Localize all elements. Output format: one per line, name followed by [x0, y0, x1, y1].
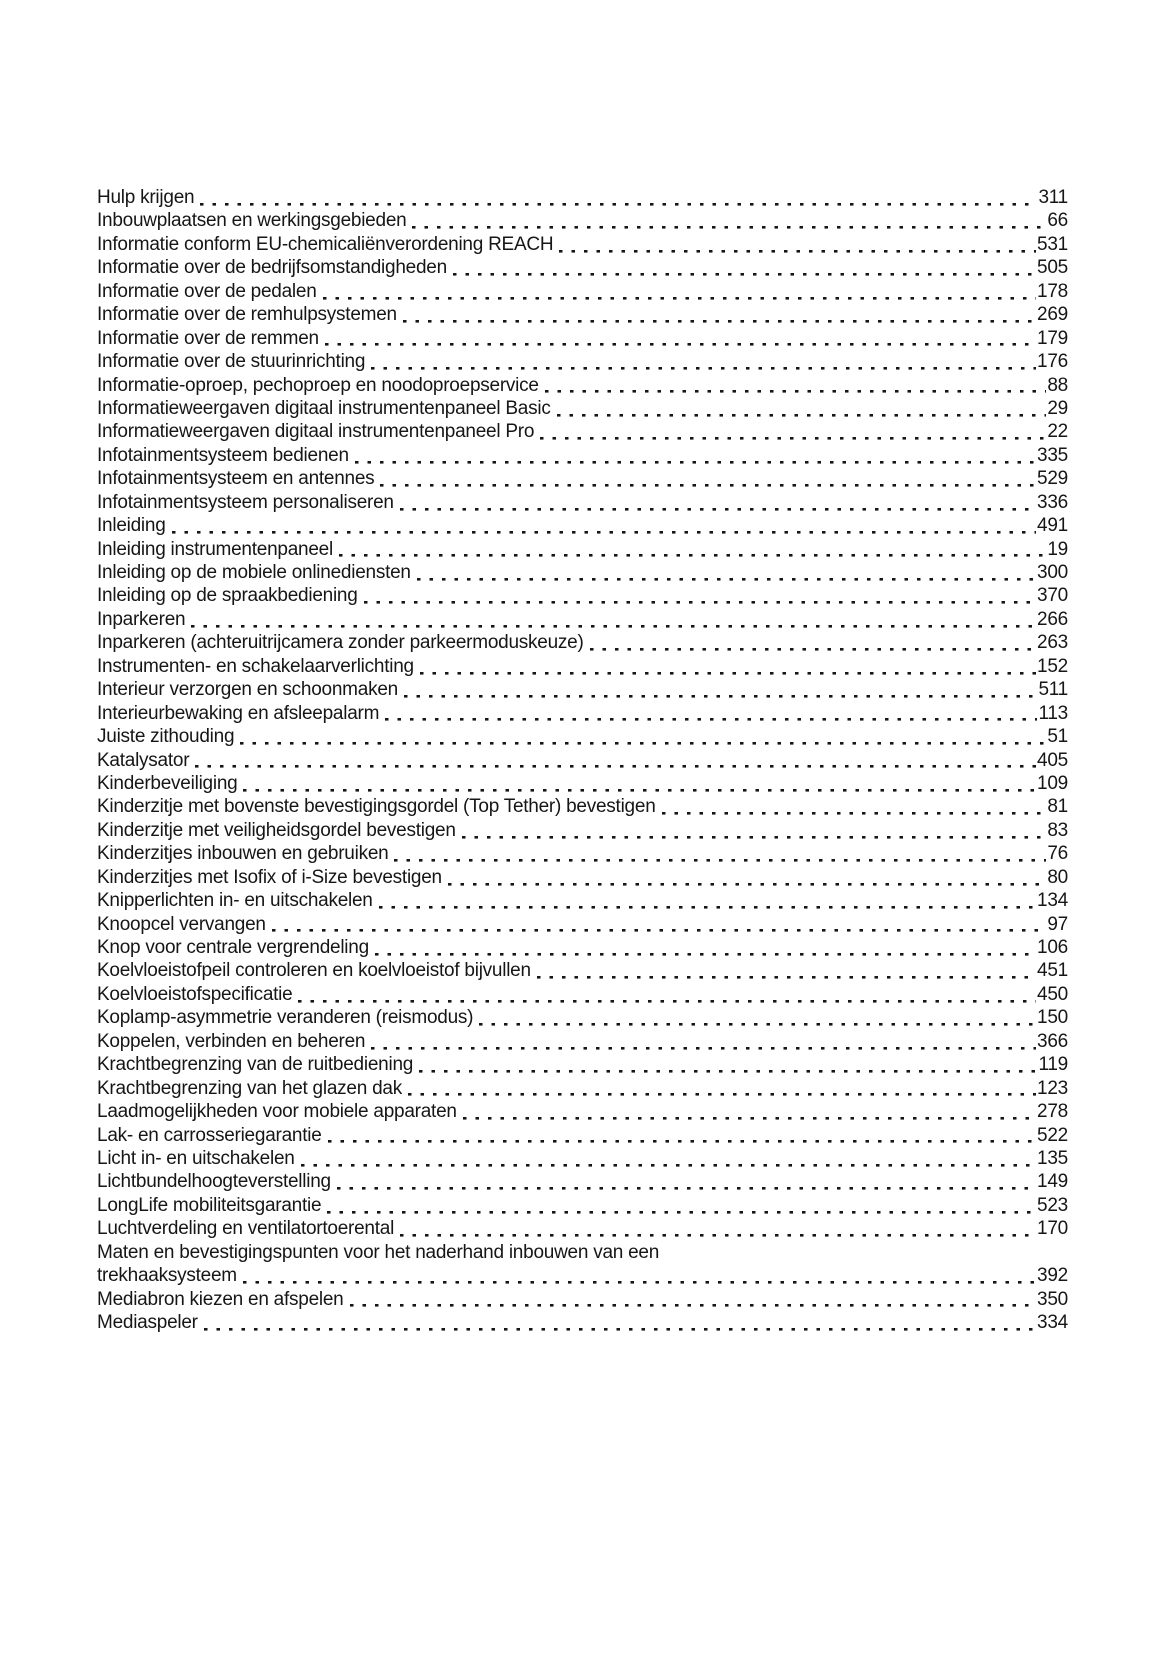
toc-dot-leader — [243, 772, 1036, 795]
toc-entry-label: Knop voor centrale vergrendeling — [97, 937, 369, 958]
toc-entry-label: Inbouwplaatsen en werkingsgebieden — [97, 210, 407, 232]
toc-dot-leader — [463, 1100, 1036, 1123]
toc-dot-leader — [375, 936, 1036, 959]
toc-entry[interactable] — [97, 280, 1068, 303]
toc-entry-page: 263 — [1037, 632, 1068, 654]
toc-entry-page: 81 — [1047, 796, 1068, 818]
toc-entry-page: 336 — [1037, 491, 1068, 513]
toc-entry-label: Interieurbewaking en afsleepalarm — [97, 702, 380, 724]
toc-entry[interactable] — [97, 983, 1068, 1006]
toc-entry-label: Infotainmentsysteem personaliseren — [97, 491, 394, 513]
toc-dot-leader — [364, 584, 1036, 607]
toc-entry[interactable] — [97, 256, 1068, 279]
toc-entry-page: 523 — [1037, 1194, 1068, 1216]
toc-dot-leader — [328, 1124, 1037, 1147]
toc-entry-page: 109 — [1037, 772, 1068, 794]
toc-entry-label: Laadmogelijkheden voor mobiele apparaten — [97, 1101, 457, 1123]
toc-entry-label: Inparkeren — [97, 608, 186, 630]
toc-entry-label: Informatie over de remmen — [97, 327, 319, 349]
toc-entry-label: Mediabron kiezen en afspelen — [97, 1288, 344, 1310]
toc-entry[interactable] — [97, 631, 1068, 654]
toc-entry-label: Informatieweergaven digitaal instrumentenpaneel Pro — [97, 421, 535, 443]
toc-entry-label: Informatie-oproep, pechoproep en noodoproepservice — [97, 374, 539, 396]
toc-entry-label: Inleiding op de spraakbediening — [97, 585, 358, 607]
toc-entry[interactable] — [97, 1264, 1068, 1287]
toc-entry[interactable] — [97, 1288, 1068, 1311]
toc-entry-page: 123 — [1037, 1077, 1068, 1099]
toc-entry-page: 88 — [1047, 374, 1068, 396]
toc-entry[interactable] — [97, 467, 1068, 490]
toc-entry-label: Mediaspeler — [97, 1312, 198, 1333]
toc-entry-page: 176 — [1037, 351, 1068, 373]
toc-dot-leader — [590, 631, 1036, 654]
toc-dot-leader — [325, 327, 1036, 350]
toc-entry-label: Kinderzitje met bovenste bevestigingsgordel (Top Tether) bevestigen — [97, 796, 656, 818]
toc-entry-label: Informatie over de bedrijfsomstandigheden — [97, 257, 447, 279]
toc-dot-leader — [272, 913, 1047, 936]
toc-entry-page: 531 — [1037, 233, 1068, 255]
toc-entry[interactable] — [97, 1053, 1068, 1076]
toc-entry-page: 29 — [1047, 397, 1068, 419]
toc-entry-page: 80 — [1047, 866, 1068, 888]
toc-entry-page: 366 — [1037, 1030, 1068, 1052]
toc-entry[interactable] — [97, 819, 1068, 842]
toc-entry-page: 113 — [1038, 702, 1068, 724]
toc-entry-label: LongLife mobiliteitsgarantie — [97, 1194, 322, 1216]
toc-dot-leader — [665, 1241, 1067, 1264]
toc-dot-leader — [394, 842, 1046, 865]
toc-dot-leader — [403, 303, 1036, 326]
toc-entry-label: Lichtbundelhoogteverstelling — [97, 1171, 331, 1193]
toc-entry[interactable] — [97, 795, 1068, 818]
toc-entry[interactable] — [97, 725, 1068, 748]
toc-entry-page: 451 — [1037, 960, 1068, 982]
toc-entry-label: Knoopcel vervangen — [97, 913, 266, 935]
toc-entry-label: Knipperlichten in- en uitschakelen — [97, 890, 373, 912]
toc-entry[interactable] — [97, 1194, 1068, 1217]
toc-entry-label: Krachtbegrenzing van het glazen dak — [97, 1077, 402, 1099]
toc-entry-label: Informatie over de stuurinrichting — [97, 351, 366, 373]
toc-entry[interactable] — [97, 584, 1068, 607]
toc-dot-leader — [559, 233, 1036, 256]
toc-dot-leader — [540, 420, 1046, 443]
toc-dot-leader — [448, 866, 1046, 889]
toc-entry-label: Kinderzitjes met Isofix of i-Size bevestigen — [97, 866, 442, 888]
toc-entry-page: 178 — [1037, 280, 1068, 302]
toc-entry-page: 311 — [1038, 187, 1068, 208]
toc-entry-page: 135 — [1037, 1147, 1068, 1169]
toc-dot-leader — [412, 209, 1046, 232]
toc-dot-leader — [400, 1217, 1036, 1240]
toc-entry-page: 392 — [1037, 1265, 1068, 1287]
toc-entry-page: 335 — [1037, 444, 1068, 466]
toc-entry-label: Instrumenten- en schakelaarverlichting — [97, 655, 414, 677]
toc-entry-page: 334 — [1037, 1312, 1068, 1333]
toc-entry-page: 134 — [1037, 890, 1068, 912]
toc-entry[interactable] — [97, 702, 1068, 725]
toc-entry[interactable] — [97, 959, 1068, 982]
toc-entry-page: 76 — [1047, 843, 1068, 865]
toc-entry-label: Kinderzitje met veiligheidsgordel bevestigen — [97, 819, 456, 841]
toc-dot-leader — [419, 1053, 1037, 1076]
toc-entry-label: Inleiding — [97, 515, 166, 537]
toc-dot-leader — [417, 561, 1036, 584]
toc-entry-label: trekhaaksysteem — [97, 1265, 237, 1287]
toc-entry-page: 300 — [1037, 562, 1068, 583]
toc-entry-page: 97 — [1047, 913, 1068, 935]
toc-entry-label: Informatieweergaven digitaal instrumentenpaneel Basic — [97, 397, 551, 419]
toc-entry[interactable] — [97, 1217, 1068, 1240]
toc-entry-label: Krachtbegrenzing van de ruitbediening — [97, 1054, 414, 1076]
toc-entry[interactable] — [97, 1311, 1068, 1334]
toc-entry-page: 370 — [1037, 585, 1068, 607]
toc-entry[interactable] — [97, 655, 1068, 678]
toc-dot-leader — [355, 444, 1036, 467]
toc-entry-page: 505 — [1037, 257, 1068, 279]
toc-entry[interactable] — [97, 1241, 1068, 1264]
toc-entry[interactable] — [97, 186, 1068, 209]
toc-dot-leader — [400, 491, 1036, 514]
toc-dot-leader — [453, 256, 1036, 279]
toc-entry[interactable] — [97, 1100, 1068, 1123]
toc-entry[interactable] — [97, 1124, 1068, 1147]
toc-entry[interactable] — [97, 842, 1068, 865]
toc-entry[interactable] — [97, 233, 1068, 256]
toc-entry-page: 66 — [1047, 210, 1068, 232]
toc-dot-leader — [662, 795, 1047, 818]
toc-entry[interactable] — [97, 444, 1068, 467]
toc-entry-label: Informatie conform EU-chemicaliënverordening REACH — [97, 233, 554, 255]
toc-entry-page: 51 — [1047, 726, 1068, 748]
toc-dot-leader — [371, 1030, 1036, 1053]
toc-dot-leader — [195, 749, 1036, 772]
toc-entry[interactable] — [97, 678, 1068, 701]
toc-entry[interactable] — [97, 608, 1068, 631]
toc-entry-label: Luchtverdeling en ventilatortoerental — [97, 1218, 395, 1240]
toc-entry[interactable] — [97, 1077, 1068, 1100]
toc-entry[interactable] — [97, 209, 1068, 232]
toc-entry-label: Licht in- en uitschakelen — [97, 1147, 295, 1169]
toc-dot-leader — [404, 678, 1037, 701]
toc-entry[interactable] — [97, 514, 1068, 537]
toc-dot-leader — [462, 819, 1047, 842]
toc-entry-label: Inparkeren (achteruitrijcamera zonder parkeermoduskeuze) — [97, 632, 584, 654]
toc-dot-leader — [172, 514, 1037, 537]
toc-entry-page: 119 — [1038, 1054, 1068, 1076]
toc-entry-page: 529 — [1037, 468, 1068, 490]
toc-dot-leader — [545, 374, 1047, 397]
toc-entry[interactable] — [97, 561, 1068, 584]
toc-dot-leader — [337, 1170, 1036, 1193]
toc-entry-label: Katalysator — [97, 749, 190, 771]
toc-entry-label: Informatie over de remhulpsystemen — [97, 304, 397, 326]
toc-entry[interactable] — [97, 749, 1068, 772]
toc-entry[interactable] — [97, 772, 1068, 795]
toc-dot-leader — [385, 702, 1037, 725]
toc-entry-page: 491 — [1037, 515, 1068, 537]
toc-entry-page: 149 — [1037, 1171, 1068, 1193]
toc-entry-label: Kinderbeveiliging — [97, 772, 238, 794]
toc-entry-label: Koplamp-asymmetrie veranderen (reismodus) — [97, 1007, 474, 1029]
toc-entry-label: Infotainmentsysteem en antennes — [97, 468, 375, 490]
toc-entry-label: Inleiding instrumentenpaneel — [97, 538, 333, 560]
toc-entry[interactable] — [97, 303, 1068, 326]
toc-dot-leader — [371, 350, 1036, 373]
toc-entry[interactable] — [97, 397, 1068, 420]
toc-entry-page: 511 — [1038, 679, 1068, 701]
toc-entry-label: Lak- en carrosseriegarantie — [97, 1124, 322, 1146]
toc-entry[interactable] — [97, 1030, 1068, 1053]
toc-entry[interactable] — [97, 420, 1068, 443]
toc-dot-leader — [350, 1288, 1037, 1311]
toc-dot-leader — [408, 1077, 1036, 1100]
toc-entry[interactable] — [97, 491, 1068, 514]
toc-entry-label: Juiste zithouding — [97, 726, 235, 748]
toc-entry-page: 269 — [1037, 304, 1068, 326]
toc-entry-page: 152 — [1037, 655, 1068, 677]
toc-dot-leader — [200, 186, 1037, 209]
toc-dot-leader — [243, 1264, 1036, 1287]
toc-dot-leader — [191, 608, 1036, 631]
toc-entry-label: Informatie over de pedalen — [97, 280, 317, 302]
toc-entry-page: 405 — [1037, 749, 1068, 771]
toc-entry-label: Maten en bevestigingspunten voor het naderhand inbouwen van een — [97, 1241, 660, 1263]
toc-entry[interactable] — [97, 538, 1068, 561]
toc-entry[interactable] — [97, 866, 1068, 889]
toc-entry-label: Kinderzitjes inbouwen en gebruiken — [97, 843, 389, 865]
toc-dot-leader — [537, 959, 1036, 982]
toc-entry[interactable] — [97, 1147, 1068, 1170]
toc-entry-page: 522 — [1037, 1124, 1068, 1146]
toc-entry-label: Koppelen, verbinden en beheren — [97, 1030, 366, 1052]
toc-dot-leader — [380, 467, 1036, 490]
toc-dot-leader — [420, 655, 1036, 678]
toc-dot-leader — [339, 538, 1046, 561]
toc-entry-label: Infotainmentsysteem bedienen — [97, 444, 349, 466]
toc-entry[interactable] — [97, 350, 1068, 373]
toc-entry[interactable] — [97, 913, 1068, 936]
toc-entry-page: 266 — [1037, 608, 1068, 630]
toc-entry-page: 106 — [1037, 937, 1068, 958]
toc-entry[interactable] — [97, 1170, 1068, 1193]
toc-dot-leader — [323, 280, 1037, 303]
toc-dot-leader — [479, 1006, 1036, 1029]
toc-entry-label: Inleiding op de mobiele onlinediensten — [97, 562, 411, 583]
toc-entry-label: Interieur verzorgen en schoonmaken — [97, 679, 398, 701]
toc-entry[interactable] — [97, 374, 1068, 397]
toc-dot-leader — [557, 397, 1047, 420]
toc-entry[interactable] — [97, 327, 1068, 350]
toc-entry-page: 278 — [1037, 1101, 1068, 1123]
toc-dot-leader — [298, 983, 1036, 1006]
toc-entry[interactable] — [97, 889, 1068, 912]
toc-entry-page: 450 — [1037, 983, 1068, 1005]
toc-entry-page: 22 — [1047, 421, 1068, 443]
toc-dot-leader — [301, 1147, 1036, 1170]
toc-entry-label: Hulp krijgen — [97, 187, 195, 208]
toc-entry[interactable] — [97, 936, 1068, 959]
toc-entry-page: 150 — [1037, 1007, 1068, 1029]
toc-entry-label: Koelvloeistofpeil controleren en koelvloeistof bijvullen — [97, 960, 531, 982]
toc-entry-page: 350 — [1037, 1288, 1068, 1310]
toc-dot-leader — [379, 889, 1036, 912]
toc-entry-page: 179 — [1037, 327, 1068, 349]
toc-dot-leader — [204, 1311, 1036, 1334]
toc-entry-label: Koelvloeistofspecificatie — [97, 983, 293, 1005]
toc-list — [97, 186, 1068, 1334]
toc-entry-page: 170 — [1037, 1218, 1068, 1240]
toc-entry[interactable] — [97, 1006, 1068, 1029]
toc-dot-leader — [240, 725, 1046, 748]
toc-entry-page: 83 — [1047, 819, 1068, 841]
toc-dot-leader — [327, 1194, 1036, 1217]
toc-entry-page: 19 — [1047, 538, 1068, 560]
